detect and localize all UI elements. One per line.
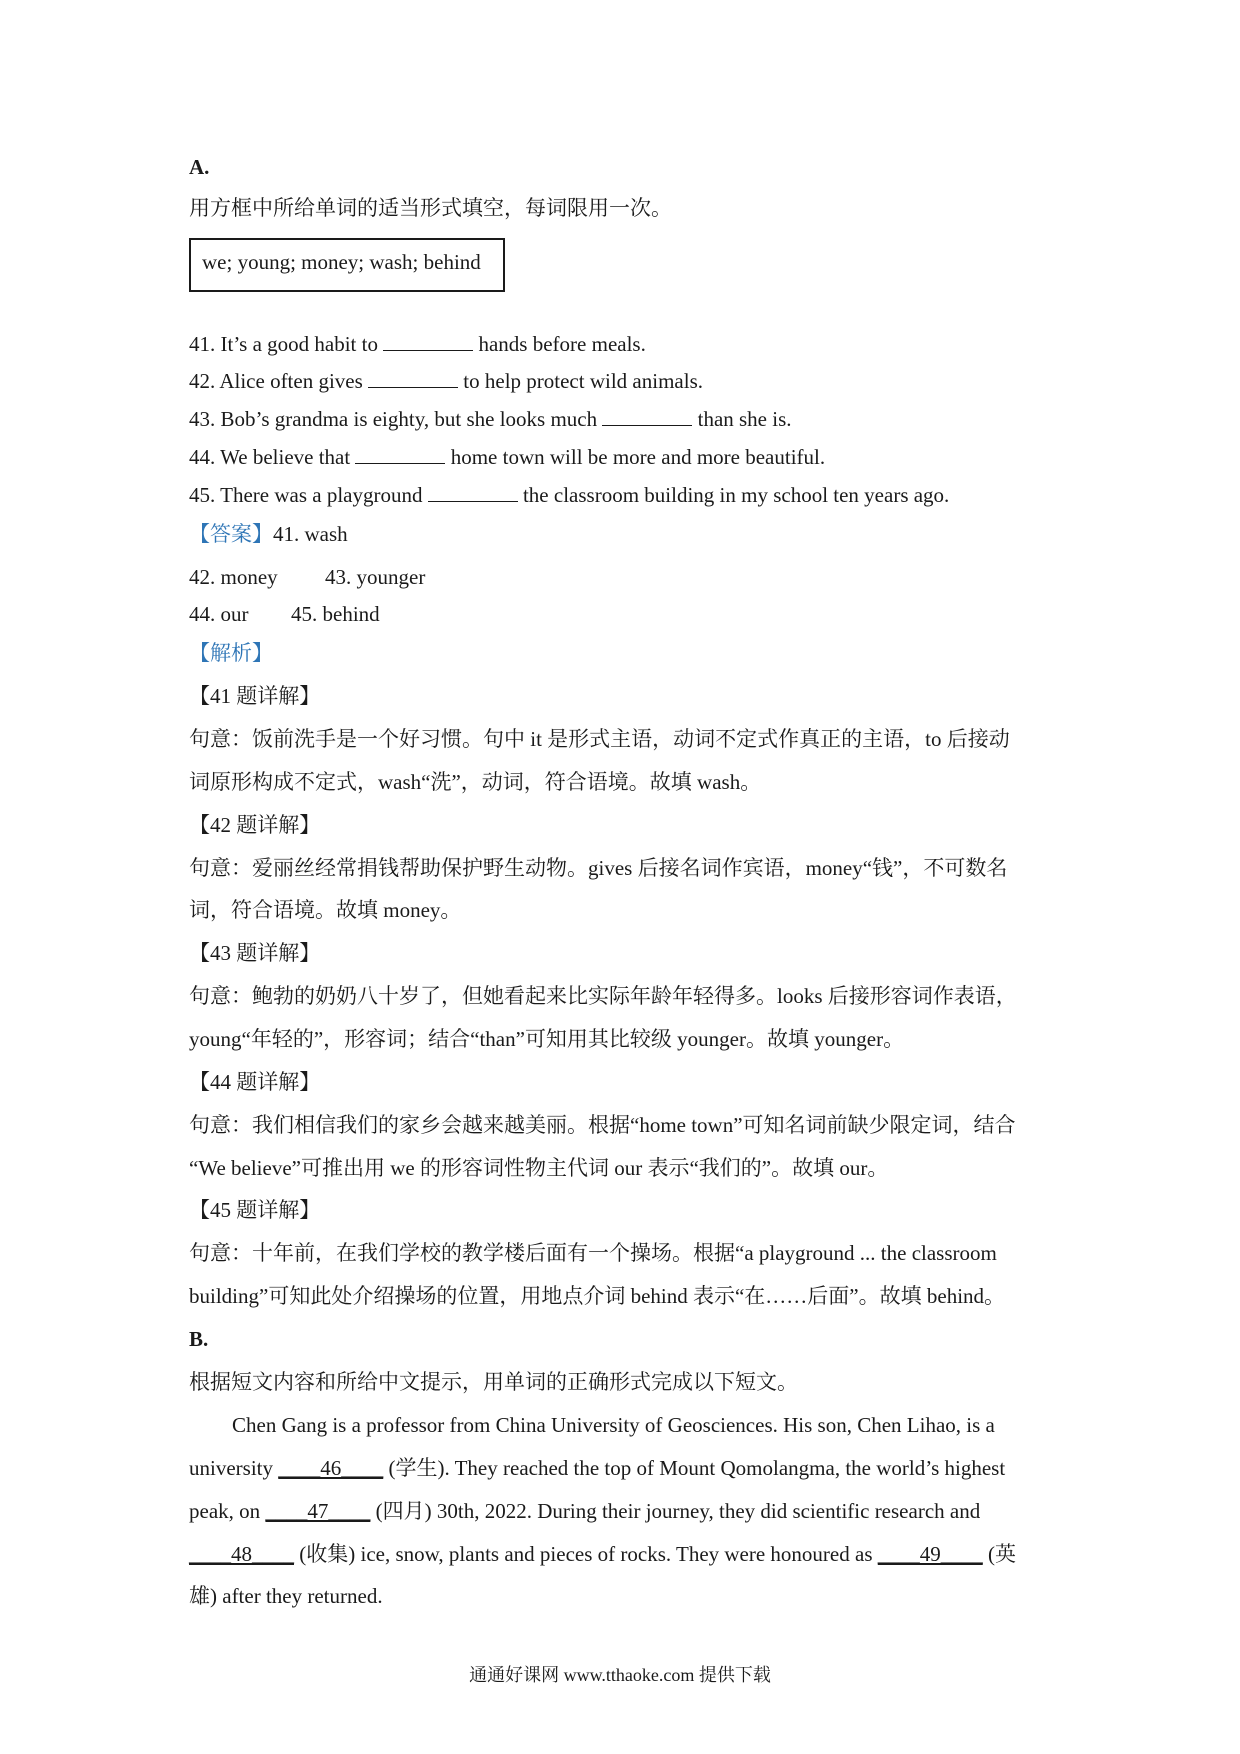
passage-text: (四月) 30th, 2022. During their journey, they did scientific research and	[370, 1499, 981, 1523]
explanation-41-line: 词原形构成不定式，wash“洗”，动词，符合语境。故填 wash。	[189, 770, 762, 794]
explanation-43-title: 【43 题详解】	[189, 941, 321, 965]
blank-46: ____46____	[278, 1456, 384, 1480]
section-a-heading: A.	[189, 155, 210, 179]
analysis-tag: 【解析】	[189, 641, 273, 665]
explanation-45-line: building”可知此处介绍操场的位置，用地点介词 behind 表示“在……后面”。故填 behind。	[189, 1284, 1006, 1308]
explanation-42-line: 句意：爱丽丝经常捐钱帮助保护野生动物。gives 后接名词作宾语，money“钱”，不可数名	[189, 856, 1008, 880]
question-text: the classroom building in my school ten years ago.	[517, 483, 950, 507]
explanation-43-line: 句意：鲍勃的奶奶八十岁了，但她看起来比实际年龄年轻得多。looks 后接形容词作表语，	[189, 984, 1017, 1008]
answer-line-1	[189, 520, 1140, 548]
passage-text: (收集) ice, snow, plants and pieces of rocks. They were honoured as	[294, 1542, 878, 1566]
answer-blank	[383, 330, 473, 351]
passage-text: university	[189, 1456, 279, 1480]
answer-line-3	[189, 600, 1140, 628]
section-a-instruction: 用方框中所给单词的适当形式填空，每词限用一次。	[189, 196, 672, 220]
question-text: to help protect wild animals.	[458, 369, 703, 393]
question-text: 42. Alice often gives	[189, 369, 369, 393]
passage-text: (学生). They reached the top of Mount Qomolangma, the world’s highest	[383, 1456, 1006, 1480]
question-text: 41. It’s a good habit to	[189, 332, 384, 356]
explanation-41-title: 【41 题详解】	[189, 684, 321, 708]
section-b-instruction: 根据短文内容和所给中文提示，用单词的正确形式完成以下短文。	[189, 1370, 798, 1394]
question-42	[189, 367, 1140, 395]
answer-43: 43. younger	[325, 565, 426, 589]
explanation-44-line: “We believe”可推出用 we 的形容词性物主代词 our 表示“我们的”。故填 our。	[189, 1156, 889, 1180]
answer-blank	[355, 443, 445, 464]
question-41	[189, 330, 1140, 358]
question-text: hands before meals.	[473, 332, 646, 356]
question-43	[189, 405, 1140, 433]
answer-45: 45. behind	[291, 602, 380, 626]
blank-48: ____48____	[189, 1542, 294, 1566]
page-footer: 通通好课网 www.tthaoke.com 提供下载	[469, 1665, 771, 1685]
question-text: than she is.	[692, 407, 792, 431]
blank-47: ____47____	[265, 1499, 371, 1523]
passage-line-1: Chen Gang is a professor from China University of Geosciences. His son, Chen Lihao, is a	[232, 1413, 995, 1437]
answer-blank	[602, 405, 692, 426]
question-text: home town will be more and more beautiful.	[445, 445, 826, 469]
answer-41: 41. wash	[273, 522, 348, 546]
word-box: we; young; money; wash; behind	[189, 238, 505, 292]
passage-line-4	[189, 1540, 1140, 1568]
explanation-42-title: 【42 题详解】	[189, 813, 321, 837]
passage-text: (英	[982, 1542, 1016, 1566]
passage-line-3	[189, 1497, 1140, 1525]
blank-49: ____49____	[877, 1542, 983, 1566]
question-45	[189, 481, 1140, 509]
explanation-45-title: 【45 题详解】	[189, 1198, 321, 1222]
explanation-42-line: 词，符合语境。故填 money。	[189, 898, 462, 922]
passage-line-5: 雄) after they returned.	[189, 1584, 383, 1608]
answer-42: 42. money	[189, 565, 278, 589]
explanation-44-title: 【44 题详解】	[189, 1070, 321, 1094]
explanation-45-line: 句意：十年前，在我们学校的教学楼后面有一个操场。根据“a playground ... the classroom	[189, 1241, 997, 1265]
passage-text: peak, on	[189, 1499, 266, 1523]
answer-line-2	[189, 563, 1140, 591]
answer-tag: 【答案】	[189, 522, 273, 546]
answer-blank	[368, 367, 458, 388]
explanation-41-line: 句意：饭前洗手是一个好习惯。句中 it 是形式主语，动词不定式作真正的主语，to 后接动	[189, 727, 1010, 751]
question-text: 43. Bob’s grandma is eighty, but she looks much	[189, 407, 603, 431]
question-44	[189, 443, 1140, 471]
explanation-43-line: young“年轻的”，形容词；结合“than”可知用其比较级 younger。故填 younger。	[189, 1027, 905, 1051]
passage-line-2	[189, 1454, 1140, 1482]
question-text: 44. We believe that	[189, 445, 356, 469]
question-text: 45. There was a playground	[189, 483, 428, 507]
section-b-heading: B.	[189, 1327, 209, 1351]
answer-blank	[428, 481, 518, 502]
answer-44: 44. our	[189, 602, 249, 626]
explanation-44-line: 句意：我们相信我们的家乡会越来越美丽。根据“home town”可知名词前缺少限定词，结合	[189, 1113, 1016, 1137]
